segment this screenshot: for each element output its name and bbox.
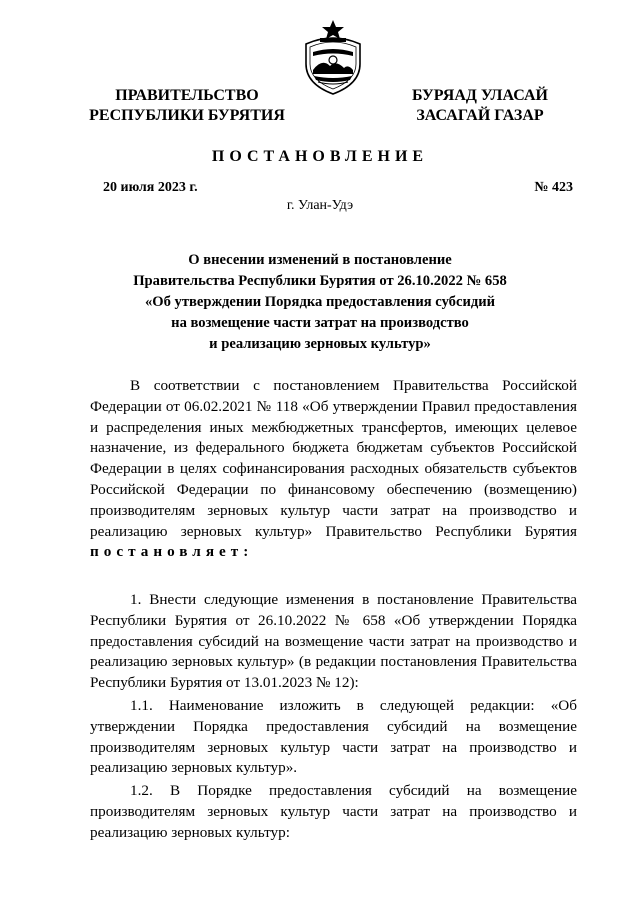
title-line-1: О внесении изменений в постановление	[188, 252, 452, 268]
document-number: № 423	[534, 180, 573, 195]
government-name-buryat	[382, 86, 578, 126]
document-title	[80, 250, 560, 355]
preamble-text: В соответствии с постановлением Правительства Российской Федерации от 06.02.2021 № 118 «Об утверждении Правил предоставления и распределения иных межбюджетных трансфертов, имеющих целевое назначение, из федерального бюджета бюджетам субъектов Российской Федерации в целях софинансирования расходных обязательств субъектов Российской Федерации по финансовому обеспечению (возмещению) производителям зерновых культур части затрат на производство и реализацию зерновых культур» Правительство Республики Бурятия	[90, 377, 577, 540]
item-1: 1. Внести следующие изменения в постановление Правительства Республики Бурятия от 26.10.2022 № 658 «Об утверждении Порядка предоставления субсидий на возмещение части затрат на производство и реализацию зерновых культур» (в редакции постановления Правительства Республики Бурятия от 13.01.2023 № 12):	[90, 591, 577, 692]
preamble-section	[90, 376, 577, 563]
document-city: г. Улан-Удэ	[286, 198, 354, 213]
preamble-paragraph	[90, 376, 577, 563]
coat-of-arms-emblem	[298, 18, 368, 96]
government-name-buryat-line-1: БУРЯАД УЛАСАЙ	[412, 87, 548, 104]
title-line-3: «Об утверждении Порядка предоставления субсидий	[144, 294, 496, 310]
government-name-buryat-line-2: ЗАСАГАЙ ГАЗАР	[416, 107, 544, 124]
item-1-2: 1.2. В Порядке предоставления субсидий на возмещение производителям зерновых культур части затрат на производство и реализацию зерновых культур:	[90, 782, 577, 841]
government-name-russian	[62, 86, 312, 126]
government-name-line-1: ПРАВИТЕЛЬСТВО	[115, 87, 259, 104]
document-type: ПОСТАНОВЛЕНИЕ	[211, 148, 429, 165]
items-section	[90, 590, 577, 846]
government-name-line-2: РЕСПУБЛИКИ БУРЯТИЯ	[89, 107, 285, 124]
document-date: 20 июля 2023 г.	[103, 180, 198, 195]
title-line-2: Правительства Республики Бурятия от 26.10.2022 № 658	[133, 273, 507, 289]
title-line-4: на возмещение части затрат на производство	[171, 315, 469, 331]
title-line-5: и реализацию зерновых культур»	[209, 336, 431, 352]
resolve-word: постановляет:	[90, 543, 254, 561]
item-1-1: 1.1. Наименование изложить в следующей редакции: «Об утверждении Порядка предоставления субсидий на возмещение производителям зерновых культур части затрат на производство и реализацию зерновых культур».	[90, 696, 577, 777]
